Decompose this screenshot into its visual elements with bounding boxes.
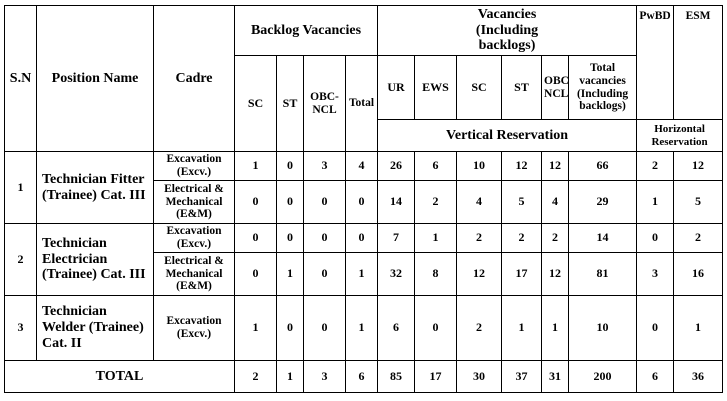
total-backlog-st: 1 <box>277 361 304 393</box>
header-esm: ESM <box>674 6 723 120</box>
position-name-line1: Technician Fitter <box>42 171 145 187</box>
header-horizontal-line2: Reservation <box>651 135 708 148</box>
sn-cell: 2 <box>5 224 37 296</box>
position-name-cell <box>37 224 154 296</box>
vertical-st-cell: 2 <box>502 224 542 253</box>
position-name-line2: Electrician <box>42 251 108 267</box>
cadre-line2: (Excv.) <box>176 238 212 250</box>
vertical-sc-cell: 12 <box>457 253 502 296</box>
header-total-vacancies-line4: backlogs) <box>579 100 626 113</box>
total-total-vacancies: 200 <box>569 361 637 393</box>
vertical-sc-cell: 2 <box>457 224 502 253</box>
backlog-st-cell: 0 <box>277 181 304 224</box>
vertical-st-cell: 1 <box>502 296 542 361</box>
total-label: TOTAL <box>5 361 235 393</box>
backlog-total-cell: 1 <box>346 253 378 296</box>
total-vertical-st: 37 <box>502 361 542 393</box>
vertical-st-cell: 5 <box>502 181 542 224</box>
header-vertical-reservation: Vertical Reservation <box>378 120 637 152</box>
header-backlog-obc-line1: OBC- <box>310 90 339 103</box>
backlog-obc-cell: 3 <box>304 152 346 181</box>
backlog-st-cell: 0 <box>277 152 304 181</box>
position-name-line2: (Trainee) Cat. III <box>42 187 146 203</box>
position-name-line3: Cat. II <box>42 335 82 351</box>
backlog-total-cell: 1 <box>346 296 378 361</box>
header-vacancies-line3: backlogs) <box>478 38 536 54</box>
table-row <box>5 152 723 181</box>
header-ews: EWS <box>415 56 457 120</box>
backlog-sc-cell: 1 <box>235 152 277 181</box>
total-esm: 36 <box>674 361 723 393</box>
ur-cell: 7 <box>378 224 415 253</box>
esm-cell: 16 <box>674 253 723 296</box>
header-vertical-st: ST <box>502 56 542 120</box>
total-vacancies-cell: 81 <box>569 253 637 296</box>
ews-cell: 6 <box>415 152 457 181</box>
header-ur: UR <box>378 56 415 120</box>
total-ews: 17 <box>415 361 457 393</box>
table-row <box>5 224 723 253</box>
total-backlog-total: 6 <box>346 361 378 393</box>
pwbd-cell: 1 <box>637 181 674 224</box>
vertical-st-cell: 12 <box>502 152 542 181</box>
vertical-obc-cell: 2 <box>542 224 569 253</box>
position-name-line1: Technician <box>42 304 107 320</box>
total-backlog-obc: 3 <box>304 361 346 393</box>
total-vacancies-cell: 29 <box>569 181 637 224</box>
header-horizontal-reservation <box>637 120 723 152</box>
vertical-st-cell: 17 <box>502 253 542 296</box>
cadre-cell <box>154 224 235 253</box>
backlog-obc-cell: 0 <box>304 253 346 296</box>
total-backlog-sc: 2 <box>235 361 277 393</box>
cadre-line3: (E&M) <box>176 280 212 293</box>
header-cadre: Cadre <box>154 6 235 152</box>
cadre-line2: (Excv.) <box>176 328 212 340</box>
total-vertical-sc: 30 <box>457 361 502 393</box>
position-name-cell <box>37 152 154 224</box>
header-horizontal-line1: Horizontal <box>654 123 705 136</box>
cadre-line1: Electrical & <box>164 182 224 195</box>
cadre-line2: (Excv.) <box>176 166 212 178</box>
header-total-vacancies-line1: Total <box>589 61 616 74</box>
total-vacancies-cell: 10 <box>569 296 637 361</box>
cadre-line2: Mechanical <box>165 267 223 280</box>
backlog-sc-cell: 0 <box>235 253 277 296</box>
position-name-cell <box>37 296 154 361</box>
cadre-line1: Excavation <box>166 153 222 166</box>
header-backlog-st: ST <box>277 56 304 152</box>
sn-cell: 1 <box>5 152 37 224</box>
header-vacancies-line1: Vacancies <box>477 6 537 22</box>
cadre-cell <box>154 296 235 361</box>
ur-cell: 14 <box>378 181 415 224</box>
pwbd-cell: 0 <box>637 224 674 253</box>
vertical-obc-cell: 4 <box>542 181 569 224</box>
pwbd-cell: 0 <box>637 296 674 361</box>
header-vacancies-line2: (Including <box>475 22 539 38</box>
header-vertical-obc-ncl <box>542 56 569 120</box>
cadre-line2: Mechanical <box>165 195 223 208</box>
vacancy-table <box>4 5 723 393</box>
ur-cell: 26 <box>378 152 415 181</box>
sn-cell: 3 <box>5 296 37 361</box>
cadre-cell <box>154 152 235 181</box>
ews-cell: 2 <box>415 181 457 224</box>
header-vertical-obc-line2: NCL <box>544 87 569 100</box>
backlog-obc-cell: 0 <box>304 224 346 253</box>
cadre-line1: Electrical & <box>164 254 224 267</box>
backlog-total-cell: 4 <box>346 152 378 181</box>
vertical-sc-cell: 2 <box>457 296 502 361</box>
cadre-cell <box>154 253 235 296</box>
ews-cell: 0 <box>415 296 457 361</box>
header-backlog-sc: SC <box>235 56 277 152</box>
position-name-line1: Technician <box>42 235 107 251</box>
cadre-line1: Excavation <box>166 315 222 328</box>
position-name-line3: (Trainee) Cat. III <box>42 267 146 283</box>
header-total-vacancies-line2: vacancies <box>579 74 626 87</box>
total-vertical-obc: 31 <box>542 361 569 393</box>
esm-cell: 1 <box>674 296 723 361</box>
vertical-obc-cell: 12 <box>542 253 569 296</box>
header-backlog-obc-line2: NCL <box>312 103 337 116</box>
vertical-sc-cell: 10 <box>457 152 502 181</box>
vertical-sc-cell: 4 <box>457 181 502 224</box>
totals-row <box>5 361 723 393</box>
ews-cell: 8 <box>415 253 457 296</box>
backlog-sc-cell: 0 <box>235 224 277 253</box>
backlog-st-cell: 1 <box>277 253 304 296</box>
ur-cell: 32 <box>378 253 415 296</box>
ews-cell: 1 <box>415 224 457 253</box>
backlog-sc-cell: 1 <box>235 296 277 361</box>
pwbd-cell: 2 <box>637 152 674 181</box>
backlog-sc-cell: 0 <box>235 181 277 224</box>
total-vacancies-cell: 14 <box>569 224 637 253</box>
header-pwbd: PwBD <box>637 6 674 120</box>
header-vertical-obc-line1: OBC <box>544 74 569 87</box>
vacancy-table-container <box>4 5 723 393</box>
cadre-cell <box>154 181 235 224</box>
header-vacancies-including-backlogs <box>378 6 637 56</box>
header-backlog-obc-ncl <box>304 56 346 152</box>
header-backlog-total: Total <box>346 56 378 152</box>
header-total-vacancies-line3: (Including <box>576 87 629 100</box>
backlog-st-cell: 0 <box>277 224 304 253</box>
ur-cell: 6 <box>378 296 415 361</box>
backlog-obc-cell: 0 <box>304 296 346 361</box>
vertical-obc-cell: 1 <box>542 296 569 361</box>
esm-cell: 2 <box>674 224 723 253</box>
esm-cell: 5 <box>674 181 723 224</box>
pwbd-cell: 3 <box>637 253 674 296</box>
total-ur: 85 <box>378 361 415 393</box>
backlog-obc-cell: 0 <box>304 181 346 224</box>
position-name-line2: Welder (Trainee) <box>42 320 144 336</box>
cadre-line3: (E&M) <box>176 208 212 221</box>
header-total-vacancies <box>569 56 637 120</box>
esm-cell: 12 <box>674 152 723 181</box>
header-sn: S.N <box>5 6 37 152</box>
table-row <box>5 296 723 361</box>
backlog-total-cell: 0 <box>346 181 378 224</box>
header-backlog-vacancies: Backlog Vacancies <box>235 6 378 56</box>
backlog-st-cell: 0 <box>277 296 304 361</box>
total-pwbd: 6 <box>637 361 674 393</box>
cadre-line1: Excavation <box>166 225 222 238</box>
backlog-total-cell: 0 <box>346 224 378 253</box>
header-position-name: Position Name <box>37 6 154 152</box>
vertical-obc-cell: 12 <box>542 152 569 181</box>
header-vertical-sc: SC <box>457 56 502 120</box>
total-vacancies-cell: 66 <box>569 152 637 181</box>
